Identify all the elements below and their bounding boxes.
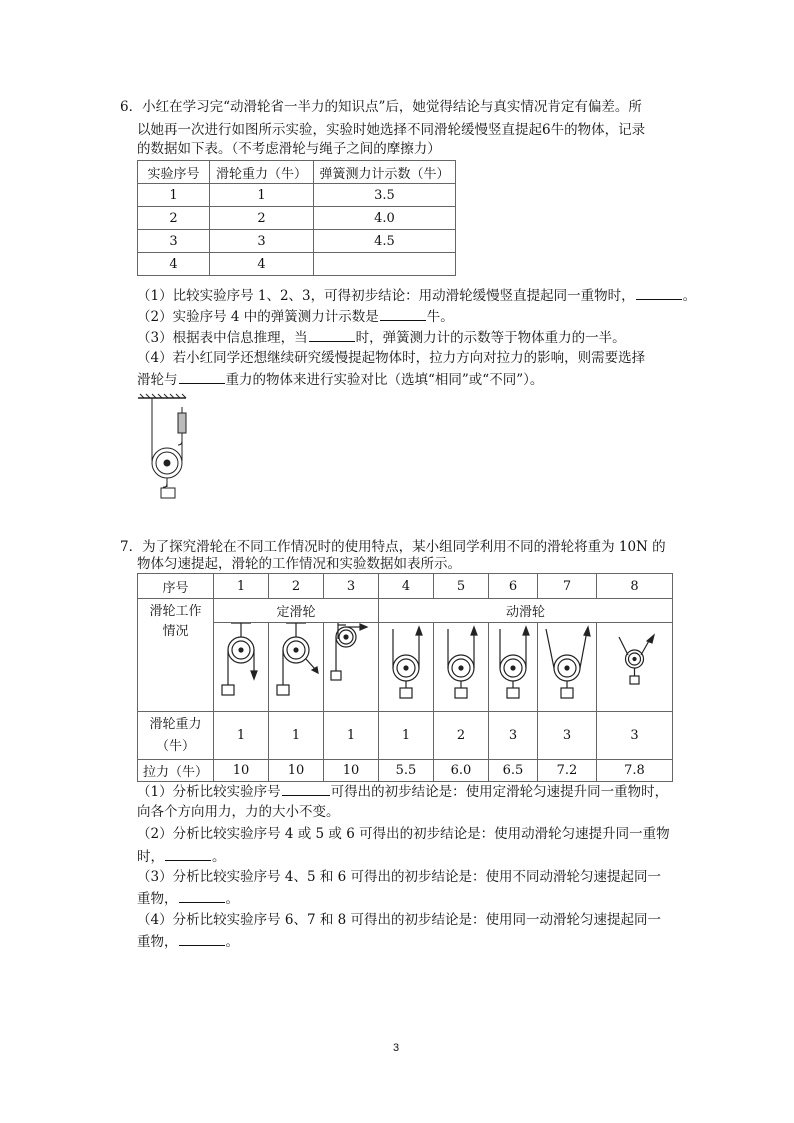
answer-blank[interactable] (165, 845, 211, 861)
q6-sub3 (137, 326, 626, 349)
q6-sub4-text: 滑轮与 (137, 372, 178, 388)
table-cell: 3 (597, 712, 673, 760)
q7-sub3-end: 。 (225, 891, 239, 907)
q6-sub4-line1: （4）若小红同学还想继续研究缓慢提起物体时，拉力方向对拉力的影响，则需要选择 (137, 350, 646, 366)
table-cell: 1 (138, 184, 210, 207)
q7-stem-line2: 物体匀速提起，滑轮的工作情况和实验数据如表所示。 (137, 556, 461, 572)
table-header-cell (138, 712, 214, 760)
table-cell: 3 (324, 574, 379, 599)
weight-label-line1: 滑轮重力 (149, 716, 202, 732)
q6-sub2 (137, 305, 454, 328)
table-row (138, 184, 456, 207)
table-cell (489, 623, 538, 712)
q6-data-table (137, 160, 456, 276)
table-cell: 5.5 (379, 760, 434, 782)
table-row (138, 599, 673, 623)
q6-stem-line2: 以她再一次进行如图所示实验，实验时她选择不同滑轮缓慢竖直提起6牛的物体，记录 (137, 122, 646, 138)
table-row (138, 574, 673, 599)
table-cell: 7.2 (538, 760, 597, 782)
table-cell: 1 (214, 712, 269, 760)
table-cell: 6.5 (489, 760, 538, 782)
movable-pulley-diagram (136, 393, 196, 505)
fixed-pulley-diagonal-icon (269, 623, 323, 707)
fixed-pulley-label: 定滑轮 (214, 599, 379, 623)
table-cell: 3.5 (314, 184, 456, 207)
table-header-cell (138, 599, 214, 712)
movable-pulley-label: 动滑轮 (379, 599, 673, 623)
q6-sub1-end: 。 (682, 288, 697, 304)
q7-sub4-text: 重物， (137, 934, 178, 950)
table-cell: 5 (434, 574, 489, 599)
table-header-cell: 滑轮重力（牛） (210, 161, 314, 184)
answer-blank[interactable] (282, 780, 330, 796)
table-cell: 3 (538, 712, 597, 760)
work-label-line1: 滑轮工作 (149, 604, 202, 619)
table-cell: 1 (379, 712, 434, 760)
table-cell (214, 623, 269, 712)
table-cell: 1 (210, 184, 314, 207)
q6-stem-line1: 6．小红在学习完“动滑轮省一半力的知识点”后，她觉得结论与真实情况肯定有偏差。所 (120, 99, 642, 115)
answer-blank[interactable] (179, 887, 225, 903)
q6-sub1-text: （1）比较实验序号 1、2、3，可得初步结论：用动滑轮缓慢竖直提起同一重物时， (137, 288, 635, 304)
work-label-line2: 情况 (162, 624, 189, 639)
table-header-row (138, 161, 456, 184)
table-cell: 4 (210, 253, 314, 276)
table-cell: 3 (489, 712, 538, 760)
q7-sub3-text: 重物， (137, 891, 178, 907)
table-header-cell: 序号 (138, 574, 214, 599)
q6-sub3-text: （3）根据表中信息推理，当 (137, 330, 308, 346)
table-row (138, 207, 456, 230)
table-cell: 2 (138, 207, 210, 230)
table-cell: 1 (269, 712, 324, 760)
table-cell (324, 623, 379, 712)
movable-pulley-wide-angle-icon (597, 623, 672, 707)
table-cell (597, 623, 673, 712)
table-cell: 2 (434, 712, 489, 760)
answer-blank[interactable] (380, 305, 426, 321)
answer-blank[interactable] (309, 326, 355, 342)
table-cell: 2 (210, 207, 314, 230)
q7-sub2-end: 。 (212, 849, 226, 865)
q7-sub4-line2 (137, 930, 239, 953)
table-cell: 10 (214, 760, 269, 782)
q7-sub2-line1: （2）分析比较实验序号 4 或 5 或 6 可得出的初步结论是：使用动滑轮匀速提升同一重物 (137, 826, 670, 842)
q6-sub2-text: （2）实验序号 4 中的弹簧测力计示数是 (137, 309, 379, 325)
q7-sub1-text2: 可得出的初步结论是：使用定滑轮匀速提升同一重物时， (330, 784, 669, 800)
table-cell: 10 (269, 760, 324, 782)
answer-blank[interactable] (179, 930, 225, 946)
q6-stem-line3: 的数据如下表。（不考虑滑轮与绳子之间的摩擦力） (137, 141, 441, 157)
table-cell: 3 (210, 230, 314, 253)
q7-sub4-end: 。 (225, 934, 239, 950)
answer-blank[interactable] (179, 368, 225, 384)
movable-pulley-icon (489, 623, 537, 707)
table-row (138, 623, 673, 712)
table-cell (434, 623, 489, 712)
q6-sub4-end: 重力的物体来进行实验对比（选填“相同”或“不同”）。 (225, 372, 544, 388)
table-header-cell: 拉力（牛） (138, 760, 214, 782)
table-cell: 1 (214, 574, 269, 599)
q7-sub4-line1: （4）分析比较实验序号 6、7 和 8 可得出的初步结论是：使用同一动滑轮匀速提起同一 (137, 912, 662, 928)
answer-blank[interactable] (636, 284, 682, 300)
movable-pulley-angled-icon (538, 623, 596, 707)
movable-pulley-icon (434, 623, 488, 707)
q7-sub1-line1 (137, 780, 668, 803)
table-cell: 8 (597, 574, 673, 599)
table-cell: 7.8 (597, 760, 673, 782)
table-cell: 7 (538, 574, 597, 599)
q6-sub4-line2 (137, 368, 543, 391)
fixed-pulley-down-icon (214, 623, 268, 707)
table-cell: 6 (489, 574, 538, 599)
q7-sub1-text: （1）分析比较实验序号 (137, 784, 281, 800)
movable-pulley-icon (379, 623, 433, 707)
table-header-cell: 实验序号 (138, 161, 210, 184)
q6-sub2-end: 牛。 (426, 309, 454, 325)
table-cell: 4 (138, 253, 210, 276)
table-row (138, 760, 673, 782)
weight-label-line2: （牛） (155, 738, 195, 754)
q7-stem-line1: 7．为了探究滑轮在不同工作情况时的使用特点，某小组同学利用不同的滑轮将重为 10N 的 (120, 539, 666, 555)
table-cell (379, 623, 434, 712)
q6-sub1 (137, 284, 696, 307)
table-cell: 1 (324, 712, 379, 760)
q7-sub2-line2 (137, 845, 226, 868)
table-cell: 10 (324, 760, 379, 782)
q7-sub2-text: 时， (137, 849, 164, 865)
table-cell: 4.0 (314, 207, 456, 230)
q7-sub3-line1: （3）分析比较实验序号 4、5 和 6 可得出的初步结论是：使用不同动滑轮匀速提起同一 (137, 869, 662, 885)
table-cell (269, 623, 324, 712)
table-header-cell: 弹簧测力计示数（牛） (314, 161, 456, 184)
q7-data-table (137, 573, 673, 782)
q6-sub3-end: 时，弹簧测力计的示数等于物体重力的一半。 (355, 330, 626, 346)
table-cell: 2 (269, 574, 324, 599)
table-cell: 4.5 (314, 230, 456, 253)
fixed-pulley-horizontal-icon (324, 623, 378, 707)
table-cell: 6.0 (434, 760, 489, 782)
table-cell: 3 (138, 230, 210, 253)
q7-sub3-line2 (137, 887, 239, 910)
q7-sub1-line2: 向各个方向用力，力的大小不变。 (137, 804, 340, 820)
table-row (138, 230, 456, 253)
table-row (138, 712, 673, 760)
table-cell: 4 (379, 574, 434, 599)
page-number: 3 (393, 1042, 400, 1054)
table-cell (314, 253, 456, 276)
table-row (138, 253, 456, 276)
table-cell (538, 623, 597, 712)
